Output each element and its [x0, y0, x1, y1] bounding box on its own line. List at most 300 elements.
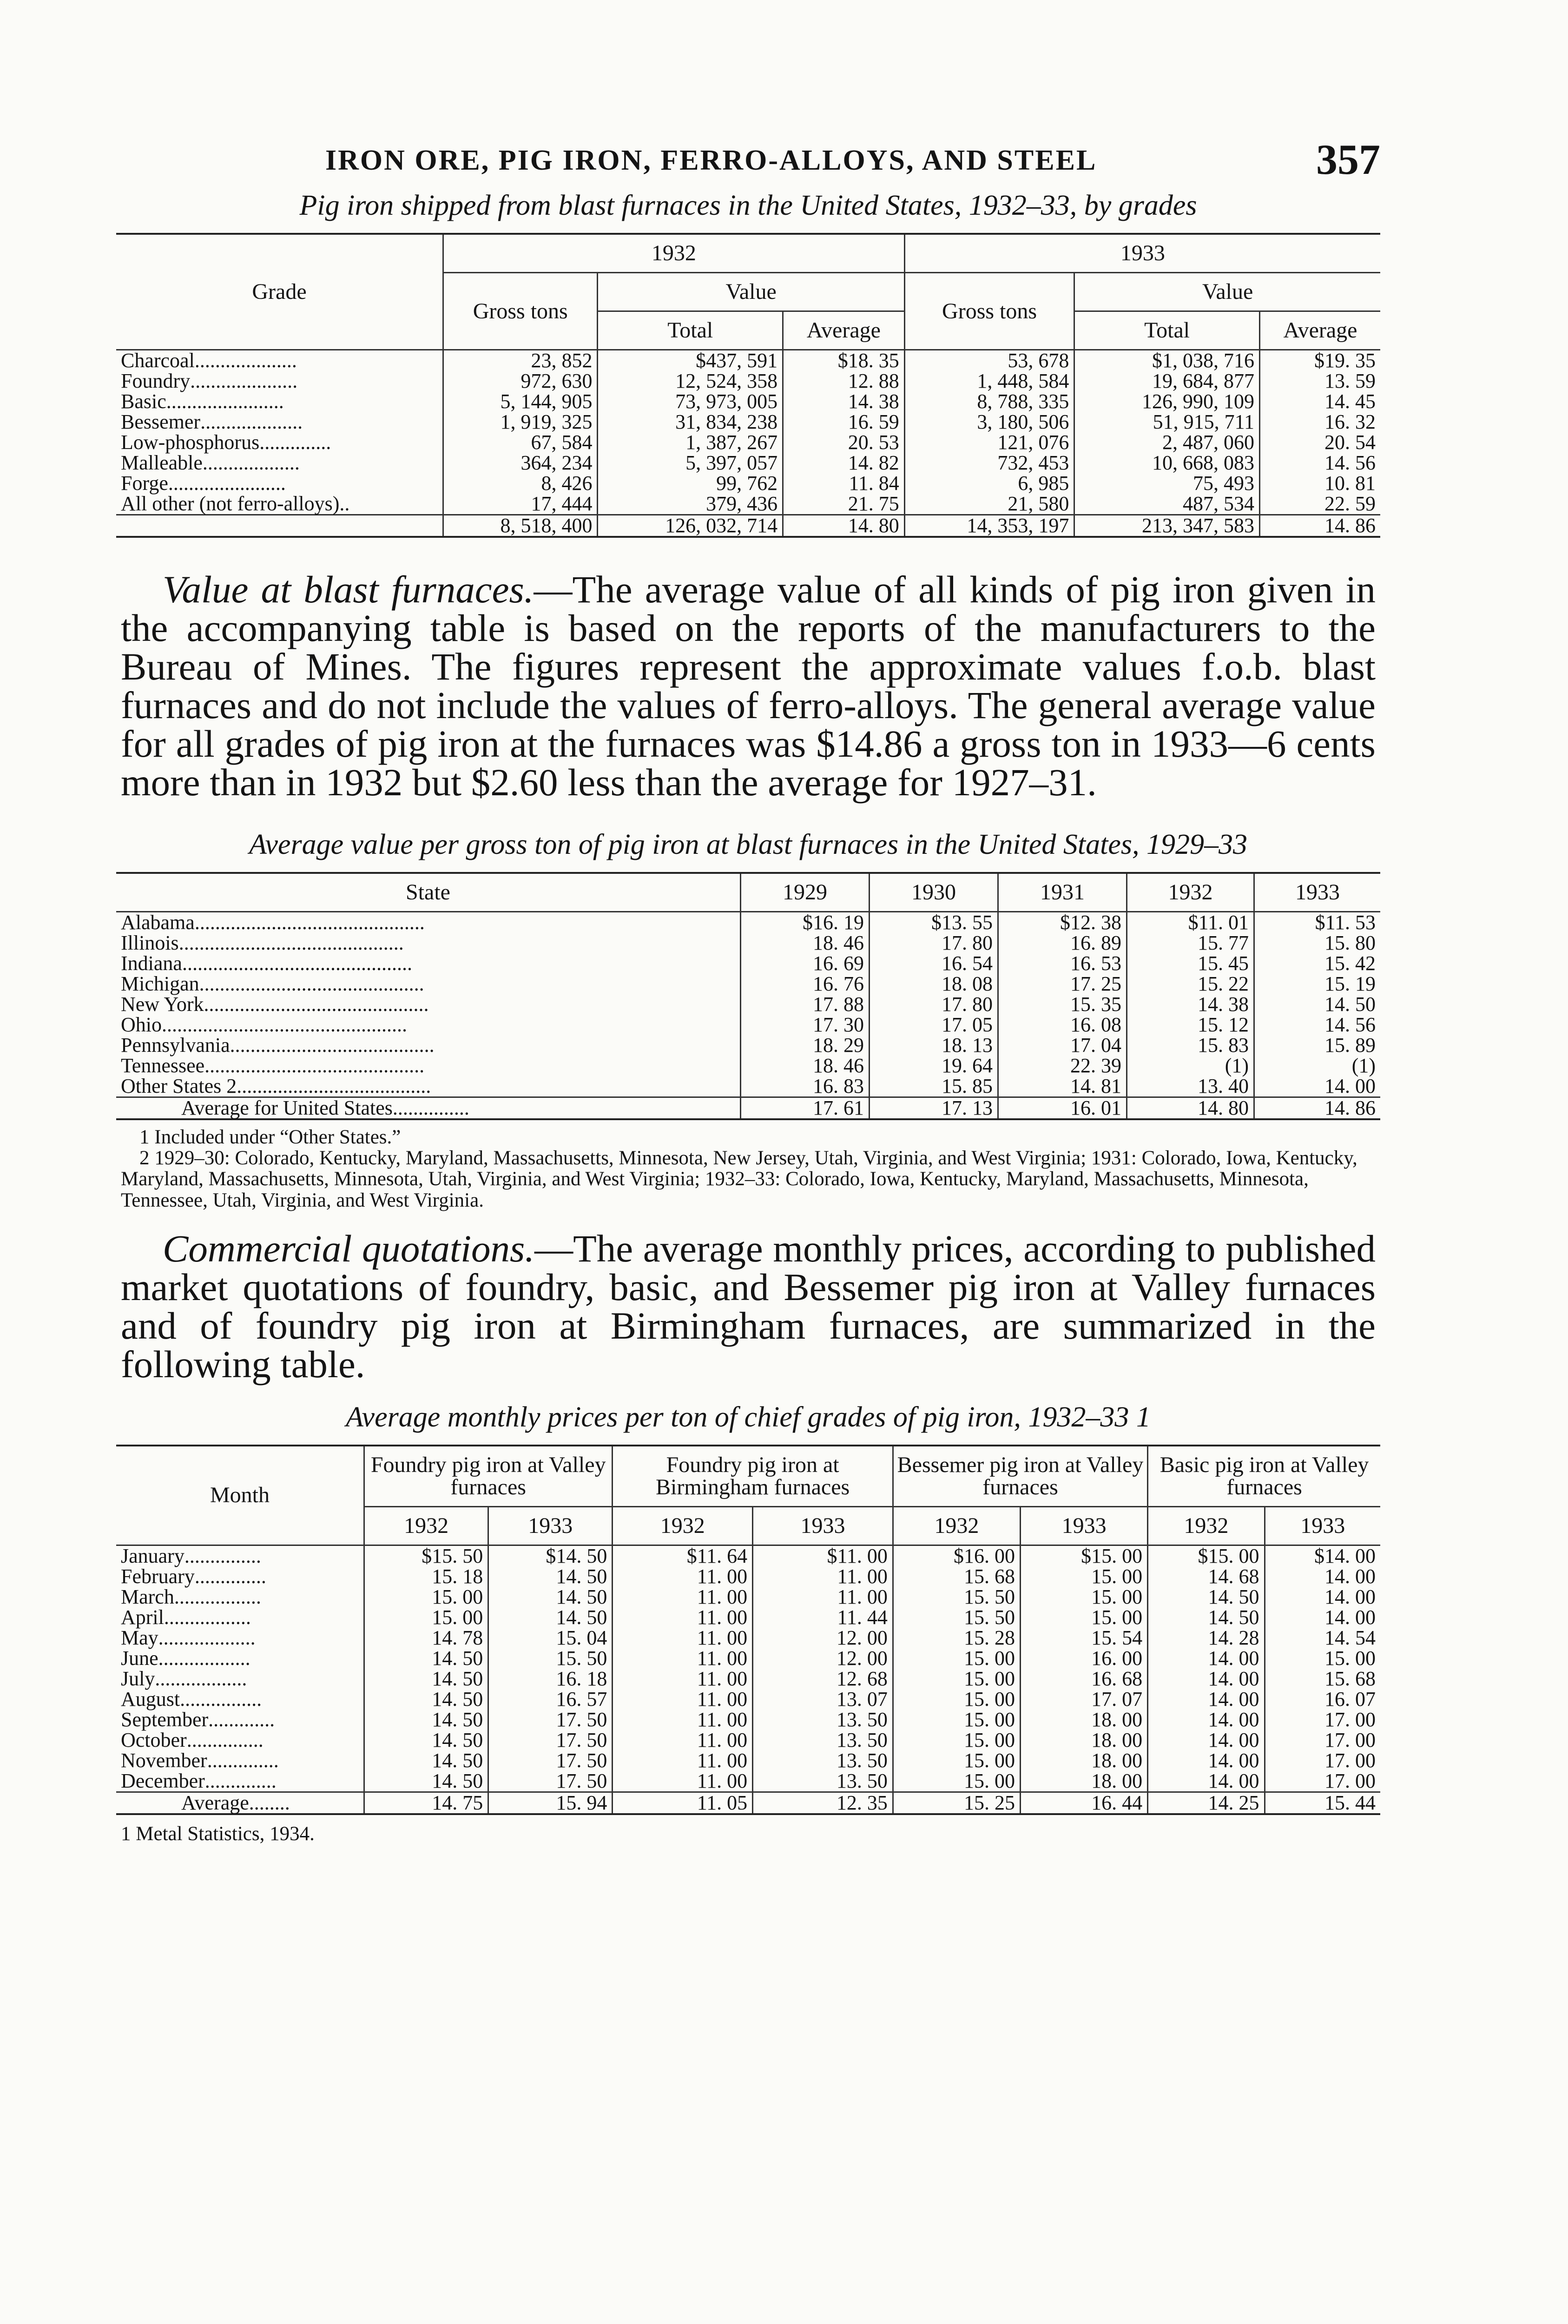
- table-cell: 51, 915, 711: [1074, 412, 1260, 432]
- table-row: [116, 453, 1380, 473]
- table-cell: 14. 50: [488, 1566, 613, 1587]
- table-cell: 15. 68: [1265, 1669, 1380, 1689]
- table-row: [116, 1015, 1380, 1035]
- table-cell: 126, 032, 714: [598, 515, 783, 537]
- table-cell: 15. 50: [893, 1587, 1020, 1607]
- row-label: Foundry.....................: [121, 370, 298, 393]
- table-row: [116, 953, 1380, 974]
- table-cell: 21, 580: [904, 494, 1074, 515]
- table-cell: (1): [1127, 1056, 1254, 1076]
- table-cell: 15. 28: [893, 1628, 1020, 1648]
- table-row: [116, 933, 1380, 953]
- table-cell: 14. 00: [1148, 1689, 1265, 1710]
- table-cell: 11. 00: [613, 1587, 753, 1607]
- row-label-text: Pennsylvania: [121, 1034, 230, 1057]
- table-row: [116, 1056, 1380, 1076]
- table-cell: 21. 75: [783, 494, 905, 515]
- row-label-text: Malleable: [121, 451, 203, 475]
- row-label: Forge.......................: [121, 472, 286, 495]
- table-cell: 6, 985: [904, 473, 1074, 494]
- row-label: New York............................................: [121, 993, 429, 1016]
- footnote: 1 Included under “Other States.”: [139, 1126, 401, 1149]
- table-cell: 20. 53: [783, 432, 905, 453]
- table-cell: 14. 82: [783, 453, 905, 473]
- table-cell: $19. 35: [1259, 350, 1380, 371]
- table-cell: 379, 436: [598, 494, 783, 515]
- table-cell: 2, 487, 060: [1074, 432, 1260, 453]
- table-cell: 17. 25: [998, 974, 1127, 994]
- table-row: [116, 473, 1380, 494]
- paragraph-text: —The average monthly prices, according to published market quotations of foundry, basic, and Bessemer pig iron at Valley furnaces and of foundry pig iron at Birmingham furnaces, are summarized in the following table.: [121, 1227, 1376, 1386]
- row-label: March.................: [121, 1585, 261, 1608]
- table-cell: 22. 59: [1259, 494, 1380, 515]
- table-row: [116, 1566, 1380, 1587]
- table-cell: 14. 50: [364, 1730, 488, 1750]
- table-cell: 16. 54: [869, 953, 998, 974]
- table1-total-stub: [116, 515, 443, 537]
- table-cell: 972, 630: [443, 371, 598, 391]
- table-cell: 15. 00: [364, 1587, 488, 1607]
- table3-group-header: Basic pig iron at Valley furnaces: [1148, 1446, 1380, 1507]
- table-cell: 13. 50: [753, 1710, 893, 1730]
- table-cell: 15. 80: [1254, 933, 1380, 953]
- table-cell: 10, 668, 083: [1074, 453, 1260, 473]
- row-label: September.............: [121, 1708, 275, 1731]
- table-cell: 13. 50: [753, 1771, 893, 1792]
- row-label-text: June: [121, 1646, 158, 1670]
- table2-average-label: Average for United States...............: [116, 1097, 741, 1120]
- table-cell: 16. 08: [998, 1015, 1127, 1035]
- table-cell: 16. 44: [1020, 1792, 1147, 1814]
- table1-total-row: [116, 515, 1380, 537]
- table-row: [116, 1076, 1380, 1097]
- table-row: [116, 974, 1380, 994]
- table-cell: 14. 56: [1259, 453, 1380, 473]
- row-label-text: Forge: [121, 472, 168, 495]
- table3-average-row: [116, 1792, 1380, 1814]
- row-label: Other States 2......................................: [121, 1075, 431, 1098]
- page-number: 357: [1316, 136, 1380, 183]
- table-cell: 11. 00: [613, 1750, 753, 1771]
- table-cell: 11. 00: [613, 1771, 753, 1792]
- table-cell: 15. 18: [364, 1566, 488, 1587]
- table-cell: 19. 64: [869, 1056, 998, 1076]
- table-cell: 16. 57: [488, 1689, 613, 1710]
- row-label: Basic.......................: [121, 390, 284, 413]
- table-row: [116, 912, 1380, 933]
- row-label-text: March: [121, 1585, 174, 1608]
- table-cell: 75, 493: [1074, 473, 1260, 494]
- table-row: [116, 994, 1380, 1015]
- row-label-text: April: [121, 1605, 164, 1629]
- table-cell: 16. 83: [741, 1076, 870, 1097]
- table-cell: 18. 46: [741, 1056, 870, 1076]
- table3-year: 1933: [753, 1506, 893, 1545]
- table2-year: 1929: [741, 873, 870, 912]
- paragraph-commercial-quotations: [121, 1229, 1376, 1384]
- table2-year: 1933: [1254, 873, 1380, 912]
- row-label: Low-phosphorus..............: [121, 431, 331, 454]
- table-cell: 10. 81: [1259, 473, 1380, 494]
- table-cell: 17. 04: [998, 1035, 1127, 1056]
- table-cell: 14. 50: [1254, 994, 1380, 1015]
- row-label-text: Foundry: [121, 370, 191, 393]
- table-cell: 67, 584: [443, 432, 598, 453]
- table-row: [116, 1750, 1380, 1771]
- table-cell: 16. 18: [488, 1669, 613, 1689]
- table-cell: 15. 85: [869, 1076, 998, 1097]
- table-cell: 14. 54: [1265, 1628, 1380, 1648]
- table-cell: 11. 05: [613, 1792, 753, 1814]
- table-row: [116, 1648, 1380, 1669]
- table-cell: 20. 54: [1259, 432, 1380, 453]
- row-label: Alabama.............................................: [121, 911, 425, 934]
- table2-states: [116, 872, 1380, 1120]
- table-cell: 487, 534: [1074, 494, 1260, 515]
- row-label: July..................: [121, 1667, 247, 1690]
- table-cell: 14. 80: [1127, 1097, 1254, 1120]
- table-cell: 12. 68: [753, 1669, 893, 1689]
- table-cell: 15. 77: [1127, 933, 1254, 953]
- table-row: [116, 1628, 1380, 1648]
- table-cell: 15. 00: [893, 1730, 1020, 1750]
- paragraph-text: —The average value of all kinds of pig iron given in the accompanying table is based on the reports of the manufacturers to the Bureau of Mines. The figures represent the approximate values f.o.b. blast furnaces and do not include the values of ferro-alloys. The general average value for all grades of pig iron at the furnaces was $14.86 a gross ton in 1933—6 cents more than in 1932 but $2.60 less than the average for 1927–31.: [121, 568, 1376, 804]
- table-cell: $11. 00: [753, 1545, 893, 1566]
- table-cell: $11. 64: [613, 1545, 753, 1566]
- table2-caption: Average value per gross ton of pig iron at blast furnaces in the United States, 1929–33: [249, 829, 1247, 861]
- table-cell: 15. 83: [1127, 1035, 1254, 1056]
- table-cell: 14. 50: [364, 1648, 488, 1669]
- table-cell: 14. 86: [1254, 1097, 1380, 1120]
- table-cell: 14. 50: [364, 1669, 488, 1689]
- row-label-text: October: [121, 1728, 187, 1751]
- table2-footnotes: [121, 1127, 1376, 1211]
- table-cell: 5, 144, 905: [443, 391, 598, 412]
- row-label-text: Illinois: [121, 931, 179, 955]
- table2-year: 1932: [1127, 873, 1254, 912]
- table-cell: $14. 00: [1265, 1545, 1380, 1566]
- table-cell: 53, 678: [904, 350, 1074, 371]
- table3-monthly-prices: [116, 1445, 1380, 1815]
- row-label-text: Alabama: [121, 911, 195, 934]
- table-cell: 16. 76: [741, 974, 870, 994]
- table-cell: 13. 59: [1259, 371, 1380, 391]
- table-cell: 13. 07: [753, 1689, 893, 1710]
- table-cell: 11. 00: [613, 1710, 753, 1730]
- table-cell: 12. 00: [753, 1648, 893, 1669]
- row-label: Illinois............................................: [121, 931, 404, 955]
- table-cell: 14. 00: [1148, 1710, 1265, 1730]
- table2-average-row: [116, 1097, 1380, 1120]
- table-cell: $18. 35: [783, 350, 905, 371]
- table-cell: 15. 00: [893, 1648, 1020, 1669]
- table-cell: 15. 00: [1020, 1566, 1147, 1587]
- table-cell: $1, 038, 716: [1074, 350, 1260, 371]
- table-cell: 13. 40: [1127, 1076, 1254, 1097]
- row-label: April.................: [121, 1605, 251, 1629]
- table-cell: 15. 04: [488, 1628, 613, 1648]
- table-row: [116, 1035, 1380, 1056]
- row-label-text: January: [121, 1544, 184, 1567]
- row-label-text: All other (not ferro-alloys): [121, 492, 340, 515]
- table-cell: 12. 00: [753, 1628, 893, 1648]
- table-cell: 16. 01: [998, 1097, 1127, 1120]
- table1-total-1932: Total: [598, 311, 783, 350]
- table-row: [116, 1730, 1380, 1750]
- row-label: October...............: [121, 1728, 264, 1751]
- table-cell: 17. 00: [1265, 1730, 1380, 1750]
- table-row: [116, 1689, 1380, 1710]
- table-row: [116, 371, 1380, 391]
- table-cell: 13. 50: [753, 1750, 893, 1771]
- table-cell: $15. 00: [1148, 1545, 1265, 1566]
- table-cell: $15. 50: [364, 1545, 488, 1566]
- table1-year-1932: 1932: [443, 234, 905, 273]
- table-cell: 14. 00: [1148, 1730, 1265, 1750]
- table-cell: 16. 89: [998, 933, 1127, 953]
- table1-value-1932: Value: [598, 273, 904, 311]
- table-cell: 14. 50: [364, 1771, 488, 1792]
- table-cell: 11. 00: [613, 1607, 753, 1628]
- table1-grosstons-1933: Gross tons: [904, 273, 1074, 350]
- table-cell: 15. 00: [364, 1607, 488, 1628]
- table-row: [116, 432, 1380, 453]
- table-cell: 15. 00: [1020, 1607, 1147, 1628]
- table-row: [116, 1710, 1380, 1730]
- table-cell: 17. 80: [869, 994, 998, 1015]
- table-cell: 15. 00: [893, 1771, 1020, 1792]
- row-label: Bessemer....................: [121, 410, 303, 434]
- table-row: [116, 1587, 1380, 1607]
- table-cell: 14. 56: [1254, 1015, 1380, 1035]
- table-cell: 11. 00: [613, 1566, 753, 1587]
- row-label-text: Tennessee: [121, 1054, 205, 1077]
- table-cell: 13. 50: [753, 1730, 893, 1750]
- table-cell: 16. 32: [1259, 412, 1380, 432]
- table-cell: 15. 45: [1127, 953, 1254, 974]
- table-cell: 14. 25: [1148, 1792, 1265, 1814]
- table-cell: 15. 44: [1265, 1792, 1380, 1814]
- row-label-text: Low-phosphorus: [121, 431, 260, 454]
- table-cell: 14. 00: [1265, 1566, 1380, 1587]
- table-cell: 11. 44: [753, 1607, 893, 1628]
- table-cell: 15. 25: [893, 1792, 1020, 1814]
- table-cell: 15. 35: [998, 994, 1127, 1015]
- table1-year-1933: 1933: [904, 234, 1380, 273]
- table-cell: 11. 00: [613, 1689, 753, 1710]
- table3-year: 1933: [1020, 1506, 1147, 1545]
- table-cell: 14. 00: [1265, 1587, 1380, 1607]
- table-row: [116, 494, 1380, 515]
- table-cell: 213, 347, 583: [1074, 515, 1260, 537]
- table2-year: 1931: [998, 873, 1127, 912]
- table3-year: 1932: [893, 1506, 1020, 1545]
- table-cell: 11. 00: [613, 1648, 753, 1669]
- table-cell: 8, 788, 335: [904, 391, 1074, 412]
- table-cell: 17. 05: [869, 1015, 998, 1035]
- table-row: [116, 1607, 1380, 1628]
- table-cell: 14. 75: [364, 1792, 488, 1814]
- table3-average-label: Average........: [116, 1792, 364, 1814]
- table-cell: 12. 35: [753, 1792, 893, 1814]
- table-cell: $437, 591: [598, 350, 783, 371]
- table1-grades: [116, 233, 1380, 538]
- row-label: Pennsylvania........................................: [121, 1034, 435, 1057]
- table1-stub-header: Grade: [252, 279, 307, 304]
- paragraph-heading: Commercial quotations.: [163, 1227, 535, 1270]
- table-cell: 14. 45: [1259, 391, 1380, 412]
- table-cell: 17. 00: [1265, 1771, 1380, 1792]
- row-label-text: Ohio: [121, 1013, 162, 1037]
- table-cell: 14. 00: [1148, 1648, 1265, 1669]
- table2-year: 1930: [869, 873, 998, 912]
- table-cell: 18. 00: [1020, 1771, 1147, 1792]
- paragraph-heading: Value at blast furnaces.: [163, 568, 534, 611]
- row-label-text: May: [121, 1626, 158, 1649]
- table3-year: 1932: [1148, 1506, 1265, 1545]
- table2-stub-header: State: [116, 873, 741, 912]
- table3-year: 1933: [1265, 1506, 1380, 1545]
- table-cell: 15. 00: [1265, 1648, 1380, 1669]
- table-cell: 18. 00: [1020, 1710, 1147, 1730]
- table-cell: 3, 180, 506: [904, 412, 1074, 432]
- table-cell: 14. 38: [1127, 994, 1254, 1015]
- table-cell: 14. 86: [1259, 515, 1380, 537]
- row-label-text: Basic: [121, 390, 166, 413]
- row-label-text: September: [121, 1708, 209, 1731]
- table-cell: 17. 00: [1265, 1750, 1380, 1771]
- footnote: 1 Metal Statistics, 1934.: [121, 1822, 315, 1845]
- table-cell: 17. 80: [869, 933, 998, 953]
- table-cell: 17. 30: [741, 1015, 870, 1035]
- table-row: [116, 412, 1380, 432]
- table-cell: 14. 38: [783, 391, 905, 412]
- row-label-text: August: [121, 1687, 180, 1710]
- table-row: [116, 1545, 1380, 1566]
- row-label: May...................: [121, 1626, 256, 1649]
- table-cell: 14, 353, 197: [904, 515, 1074, 537]
- row-label: January...............: [121, 1544, 261, 1567]
- table-cell: 15. 00: [1020, 1587, 1147, 1607]
- table-row: [116, 391, 1380, 412]
- table3-group-header: Foundry pig iron at Birmingham furnaces: [613, 1446, 893, 1507]
- running-head: [116, 135, 1380, 186]
- table-cell: 15. 94: [488, 1792, 613, 1814]
- table-cell: 126, 990, 109: [1074, 391, 1260, 412]
- table-cell: 15. 00: [893, 1710, 1020, 1730]
- table3-group-header: Bessemer pig iron at Valley furnaces: [893, 1446, 1147, 1507]
- table-cell: 12. 88: [783, 371, 905, 391]
- table-cell: 732, 453: [904, 453, 1074, 473]
- table-cell: 14. 28: [1148, 1628, 1265, 1648]
- table-cell: $14. 50: [488, 1545, 613, 1566]
- table-cell: 16. 00: [1020, 1648, 1147, 1669]
- table3-year: 1932: [613, 1506, 753, 1545]
- table-cell: 17. 00: [1265, 1710, 1380, 1730]
- table-cell: 14. 78: [364, 1628, 488, 1648]
- table-cell: 14. 50: [488, 1587, 613, 1607]
- table-cell: 18. 13: [869, 1035, 998, 1056]
- table-cell: 14. 00: [1265, 1607, 1380, 1628]
- table-cell: 11. 00: [613, 1730, 753, 1750]
- table-cell: 15. 50: [893, 1607, 1020, 1628]
- row-label: November..............: [121, 1749, 279, 1772]
- table-cell: 15. 68: [893, 1566, 1020, 1587]
- table-cell: 8, 426: [443, 473, 598, 494]
- table-cell: $12. 38: [998, 912, 1127, 933]
- row-label-text: New York: [121, 993, 204, 1016]
- table-cell: 14. 50: [1148, 1607, 1265, 1628]
- row-label: Tennessee...........................................: [121, 1054, 425, 1077]
- table-cell: 18. 00: [1020, 1750, 1147, 1771]
- table-cell: 17. 88: [741, 994, 870, 1015]
- table-cell: 15. 00: [893, 1689, 1020, 1710]
- row-label-text: Bessemer: [121, 410, 201, 434]
- row-label: August................: [121, 1687, 262, 1710]
- table-cell: 99, 762: [598, 473, 783, 494]
- table-cell: 22. 39: [998, 1056, 1127, 1076]
- table-cell: 15. 89: [1254, 1035, 1380, 1056]
- table-cell: 1, 448, 584: [904, 371, 1074, 391]
- table1-value-1933: Value: [1074, 273, 1380, 311]
- table3-year: 1932: [364, 1506, 488, 1545]
- row-label: Charcoal....................: [121, 349, 297, 372]
- table-cell: 14. 50: [364, 1689, 488, 1710]
- table-row: [116, 1771, 1380, 1792]
- table1-average-1933: Average: [1259, 311, 1380, 350]
- table-cell: 8, 518, 400: [443, 515, 598, 537]
- table-cell: 15. 22: [1127, 974, 1254, 994]
- table-cell: $11. 01: [1127, 912, 1254, 933]
- table-cell: 17. 07: [1020, 1689, 1147, 1710]
- table-cell: 17. 50: [488, 1710, 613, 1730]
- table-cell: 17, 444: [443, 494, 598, 515]
- row-label-text: Other States 2: [121, 1075, 237, 1098]
- table-cell: 31, 834, 238: [598, 412, 783, 432]
- table-cell: 17. 61: [741, 1097, 870, 1120]
- table-row: [116, 350, 1380, 371]
- row-label-text: Charcoal: [121, 349, 195, 372]
- footnote: 2 1929–30: Colorado, Kentucky, Maryland, Massachusetts, Minnesota, New Jersey, Utah, Virginia, and West Virginia; 1931: Colorado, Iowa, Kentucky, Maryland, Massachusetts, Minnesota, Utah, Virginia, and West Virginia; 1932–33: Colorado, Iowa, Kentucky, Maryland, Massachusetts, Minnesota, Tennessee, Utah, Virginia, and West Virginia.: [121, 1147, 1357, 1211]
- table-row: [116, 1669, 1380, 1689]
- table-cell: 14. 50: [364, 1750, 488, 1771]
- table-cell: 15. 12: [1127, 1015, 1254, 1035]
- table-cell: $15. 00: [1020, 1545, 1147, 1566]
- table3-footnotes: [121, 1823, 1376, 1844]
- table-cell: 14. 00: [1148, 1669, 1265, 1689]
- table-cell: 11. 00: [753, 1566, 893, 1587]
- row-label-text: July: [121, 1667, 155, 1690]
- table-cell: 11. 00: [753, 1587, 893, 1607]
- table-cell: 1, 919, 325: [443, 412, 598, 432]
- table-cell: 73, 973, 005: [598, 391, 783, 412]
- table-cell: 16. 69: [741, 953, 870, 974]
- table3-caption: Average monthly prices per ton of chief grades of pig iron, 1932–33 1: [346, 1401, 1151, 1433]
- table-cell: 19, 684, 877: [1074, 371, 1260, 391]
- row-label-text: Michigan: [121, 972, 199, 996]
- row-label: December..............: [121, 1769, 277, 1792]
- table-cell: 17. 50: [488, 1730, 613, 1750]
- table-cell: 18. 29: [741, 1035, 870, 1056]
- table-cell: 5, 397, 057: [598, 453, 783, 473]
- table-cell: 15. 54: [1020, 1628, 1147, 1648]
- row-label: Malleable...................: [121, 451, 300, 475]
- table-cell: $13. 55: [869, 912, 998, 933]
- table-cell: 11. 00: [613, 1628, 753, 1648]
- table-cell: 15. 42: [1254, 953, 1380, 974]
- table3-year: 1933: [488, 1506, 613, 1545]
- row-label-text: February: [121, 1565, 195, 1588]
